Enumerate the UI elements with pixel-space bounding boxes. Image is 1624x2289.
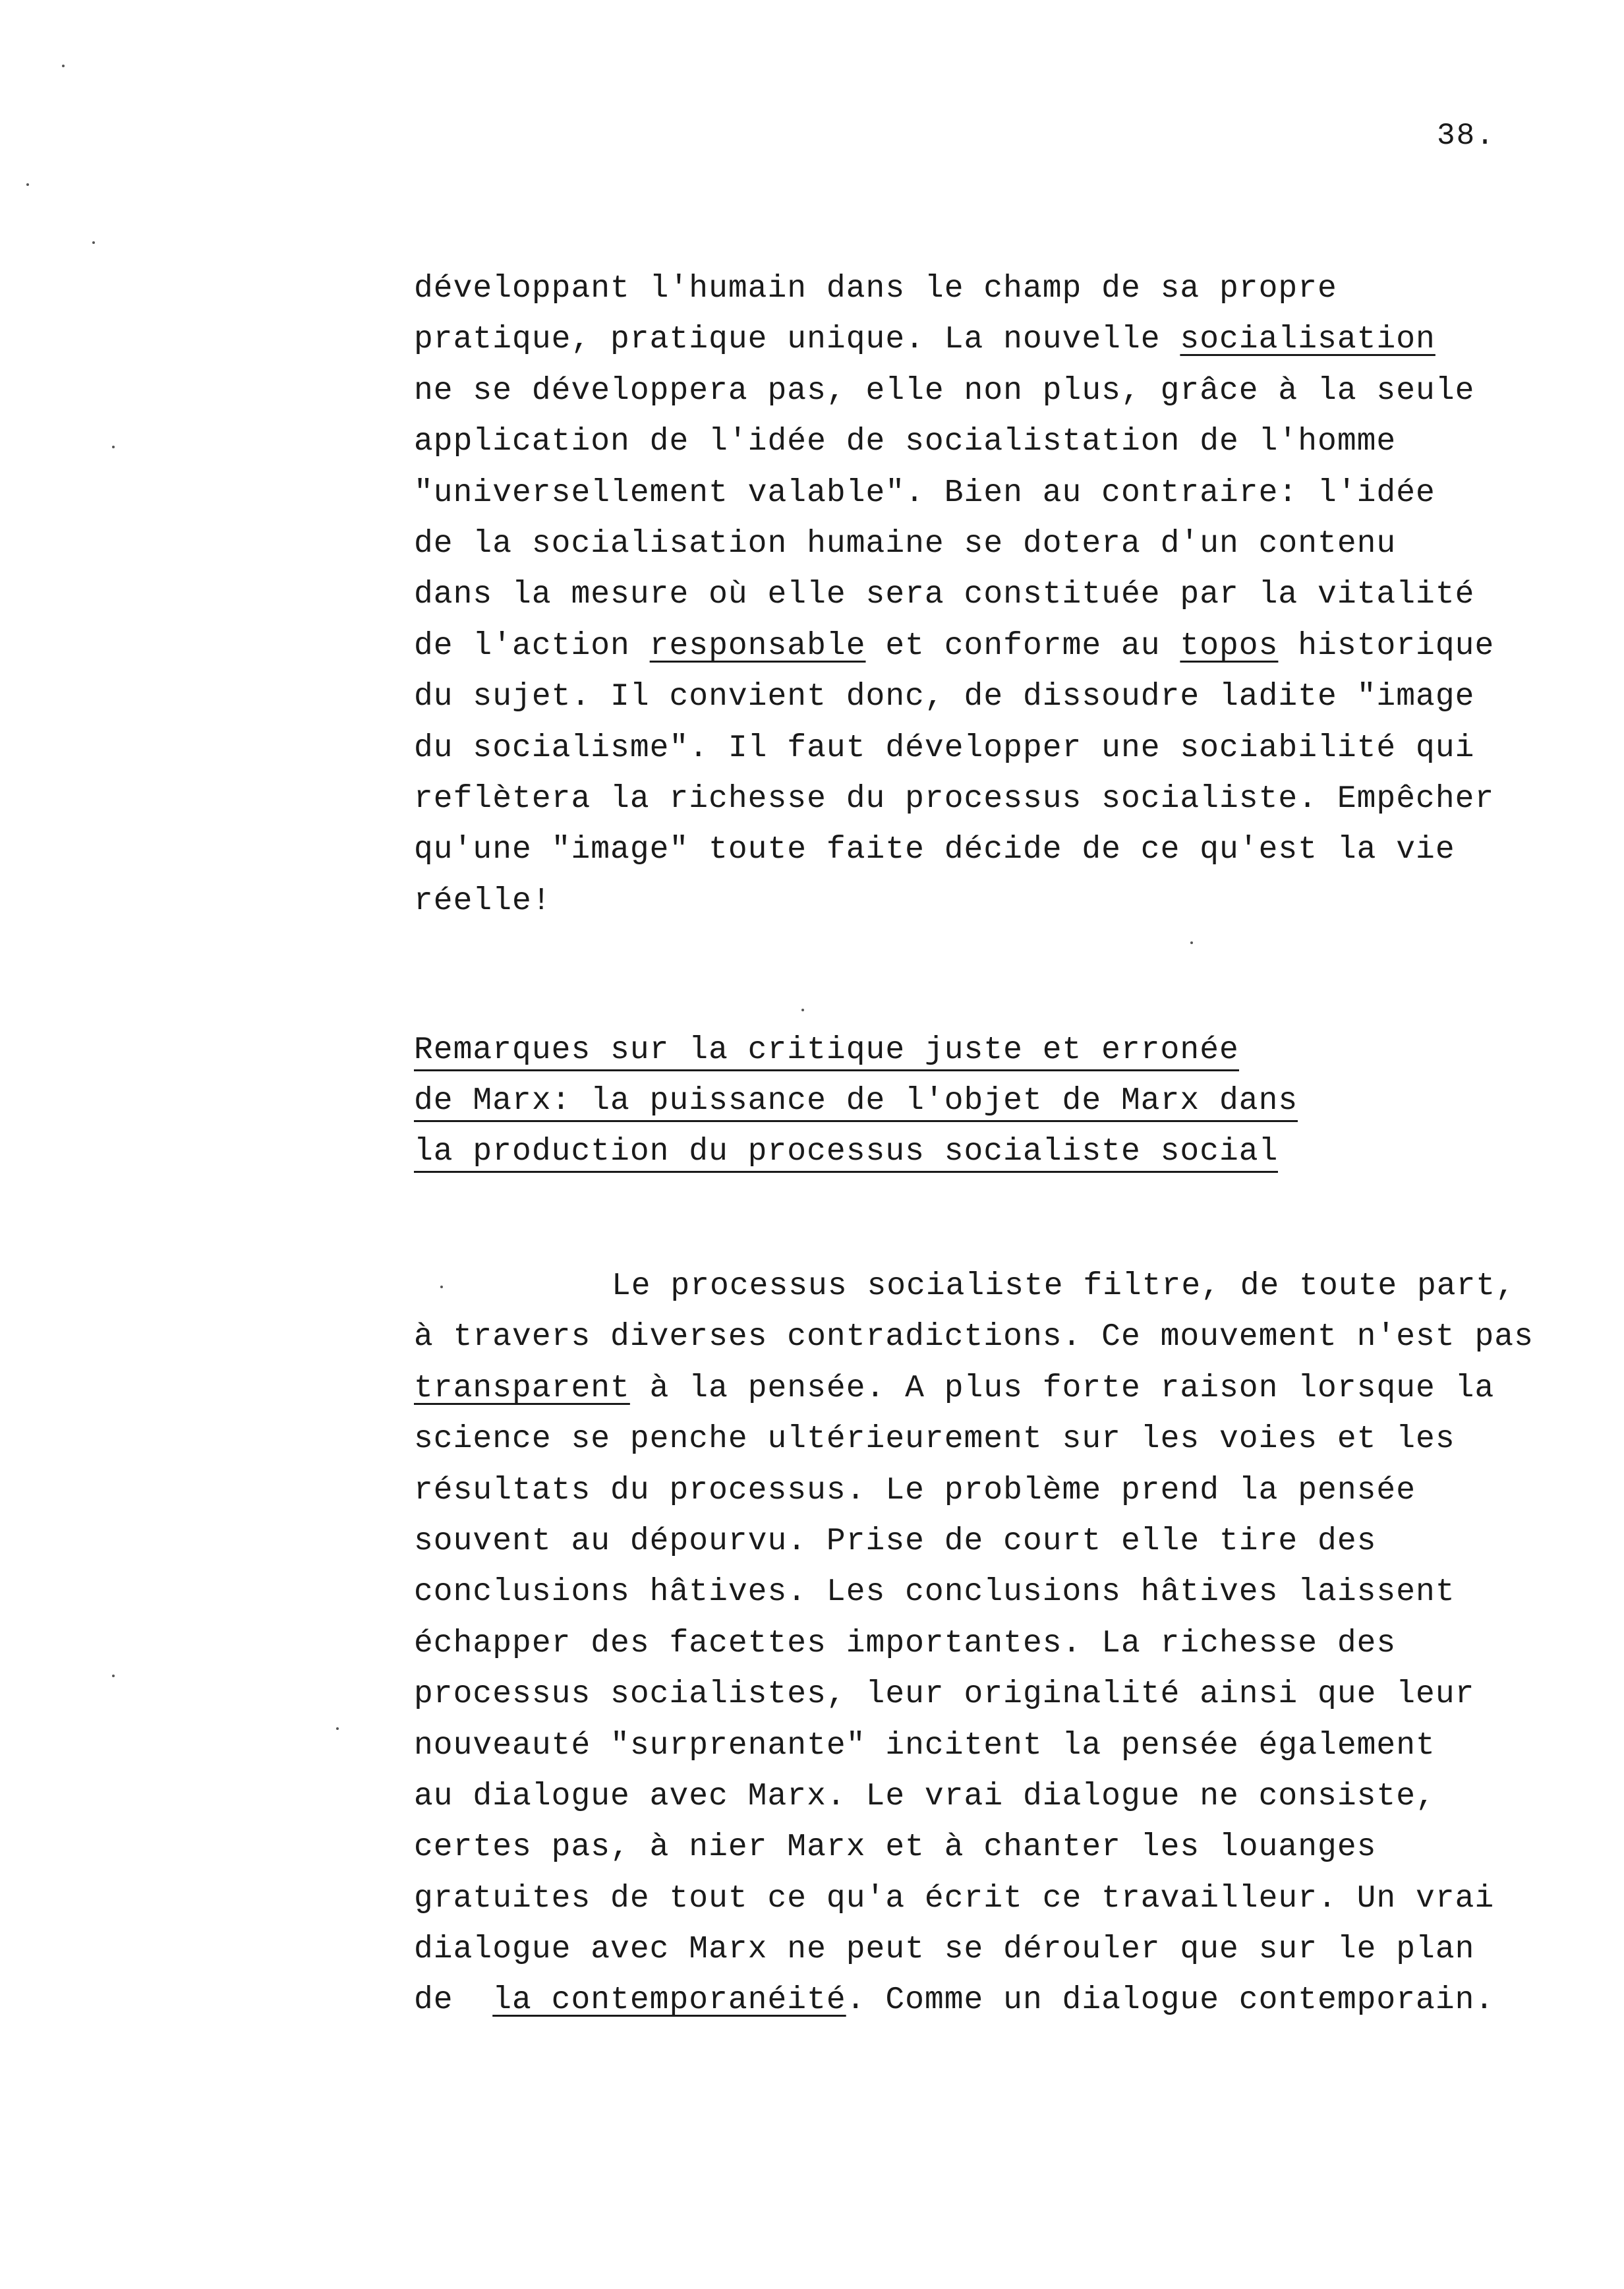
scan-speck <box>112 446 115 448</box>
text-line: de la socialisation humaine se dotera d'un contenu <box>414 525 1397 562</box>
text-line <box>414 1363 1574 1414</box>
text-fragment: de <box>414 1982 493 2019</box>
page-number: 38. <box>1437 119 1495 153</box>
text-line: du socialisme". Il faut développer une sociabilité qui <box>414 730 1475 766</box>
text-line: résultats du processus. Le problème prend la pensée <box>414 1472 1416 1508</box>
text-fragment: Le processus socialiste filtre, de toute part, <box>612 1268 1516 1304</box>
scan-speck <box>112 1675 115 1677</box>
heading-line <box>414 1129 1574 1179</box>
scan-speck <box>440 1286 443 1288</box>
scan-speck <box>62 65 65 67</box>
text-line: à travers diverses contradictions. Ce mouvement n'est pas <box>414 1319 1534 1355</box>
text-line: science se penche ultérieurement sur les voies et les <box>414 1421 1455 1458</box>
text-fragment: de l'action <box>414 628 650 664</box>
underlined-word-socialisation: socialisation <box>1180 322 1436 358</box>
text-line: au dialogue avec Marx. Le vrai dialogue ne consiste, <box>414 1778 1436 1814</box>
text-line: nouveauté "surprenante" incitent la pensée également <box>414 1727 1436 1764</box>
text-line: "universellement valable". Bien au contraire: l'idée <box>414 475 1436 511</box>
text-line: dans la mesure où elle sera constituée par la vitalité <box>414 577 1475 613</box>
text-line: du sujet. Il convient donc, de dissoudre ladite "image <box>414 679 1475 715</box>
text-line <box>414 1975 1574 2026</box>
text-line <box>414 1261 1574 1312</box>
text-line: développant l'humain dans le champ de sa propre <box>414 271 1337 307</box>
underlined-word-responsable: responsable <box>649 628 866 664</box>
scan-speck <box>1190 941 1193 944</box>
underlined-word-transparent: transparent <box>414 1370 630 1406</box>
text-line: processus socialistes, leur originalité ainsi que leur <box>414 1677 1475 1713</box>
paragraph-1 <box>414 264 1574 927</box>
text-fragment: à la pensée. A plus forte raison lorsque la <box>629 1370 1495 1406</box>
text-line: échapper des facettes importantes. La richesse des <box>414 1625 1397 1661</box>
text-line: reflètera la richesse du processus socialiste. Empêcher <box>414 781 1495 817</box>
text-line <box>414 621 1574 672</box>
underlined-word-topos: topos <box>1180 628 1279 664</box>
text-line <box>414 314 1574 365</box>
scan-speck <box>92 241 95 244</box>
heading-line <box>414 1078 1574 1129</box>
text-fragment: . Comme un dialogue contemporain. <box>846 1982 1495 2019</box>
text-line: gratuites de tout ce qu'a écrit ce travailleur. Un vrai <box>414 1880 1495 1917</box>
scan-speck <box>801 1009 804 1011</box>
text-line: application de l'idée de socialistation de l'homme <box>414 424 1397 460</box>
heading-text: Remarques sur la critique juste et erronée <box>414 1032 1239 1071</box>
text-fragment: pratique, pratique unique. La nouvelle <box>414 322 1180 358</box>
text-line: ne se développera pas, elle non plus, grâce à la seule <box>414 372 1475 409</box>
text-line: souvent au dépourvu. Prise de court elle tire des <box>414 1523 1377 1559</box>
text-line: dialogue avec Marx ne peut se dérouler que sur le plan <box>414 1932 1475 1968</box>
text-line: réelle! <box>414 883 552 919</box>
section-heading <box>414 1027 1574 1179</box>
underlined-phrase-contemporaneite: la contemporanéité <box>492 1982 846 2019</box>
paragraph-2 <box>414 1261 1574 2027</box>
heading-line <box>414 1027 1574 1078</box>
text-line: certes pas, à nier Marx et à chanter les louanges <box>414 1829 1377 1866</box>
scan-speck <box>26 183 29 186</box>
heading-text: de Marx: la puissance de l'objet de Marx dans <box>414 1083 1298 1122</box>
text-fragment: et conforme au <box>865 628 1180 664</box>
text-line: conclusions hâtives. Les conclusions hâtives laissent <box>414 1574 1455 1611</box>
text-line: qu'une "image" toute faite décide de ce qu'est la vie <box>414 832 1455 868</box>
heading-text: la production du processus socialiste social <box>414 1134 1278 1173</box>
text-fragment: historique <box>1278 628 1495 664</box>
scan-speck <box>336 1727 339 1730</box>
